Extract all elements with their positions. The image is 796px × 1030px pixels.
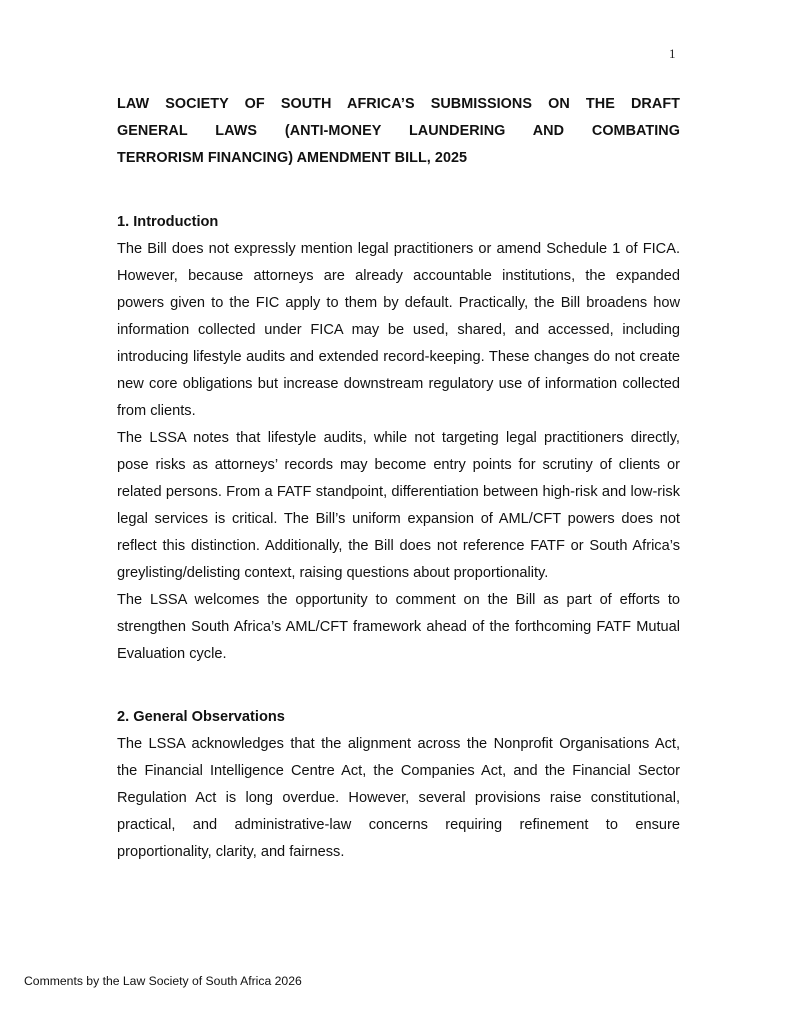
section-general-observations: [117, 704, 680, 866]
paragraph: The LSSA notes that lifestyle audits, while not targeting legal practitioners directly, pose risks as attorneys’ records may become entry points for scrutiny of clients or related persons. From a FATF standpoint, differentiation between high-risk and low-risk legal services is critical. The Bill’s uniform expansion of AML/CFT powers does not reflect this distinction. Additionally, the Bill does not reference FATF or South Africa’s greylisting/delisting context, raising questions about proportionality.: [117, 430, 680, 581]
title-line: GENERAL LAWS (ANTI-MONEY LAUNDERING AND COMBATING: [117, 123, 680, 139]
paragraph: The LSSA welcomes the opportunity to comment on the Bill as part of efforts to strengthen South Africa’s AML/CFT framework ahead of the forthcoming FATF Mutual Evaluation cycle.: [117, 592, 680, 662]
title-line: TERRORISM FINANCING) AMENDMENT BILL, 2025: [117, 150, 468, 166]
paragraph: The Bill does not expressly mention legal practitioners or amend Schedule 1 of FICA. However, because attorneys are already accountable institutions, the expanded powers given to the FIC apply to them by default. Practically, the Bill broadens how information collected under FICA may be used, shared, and accessed, including introducing lifestyle audits and extended record-keeping. These changes do not create new core obligations but increase downstream regulatory use of information collected from clients.: [117, 241, 680, 419]
title-line: LAW SOCIETY OF SOUTH AFRICA’S SUBMISSIONS ON THE DRAFT: [117, 96, 680, 112]
section-heading: 2. General Observations: [117, 709, 285, 725]
document-title: [117, 91, 680, 172]
paragraph: The LSSA acknowledges that the alignment across the Nonprofit Organisations Act, the Financial Intelligence Centre Act, the Companies Act, and the Financial Sector Regulation Act is long overdue. However, several provisions raise constitutional, practical, and administrative-law concerns requiring refinement to ensure proportionality, clarity, and fairness.: [117, 736, 680, 860]
page-number: 1: [669, 46, 676, 61]
document-body: [117, 91, 680, 866]
section-heading: 1. Introduction: [117, 214, 219, 230]
section-introduction: [117, 209, 680, 668]
page-footer: Comments by the Law Society of South Africa 2026: [24, 974, 302, 988]
